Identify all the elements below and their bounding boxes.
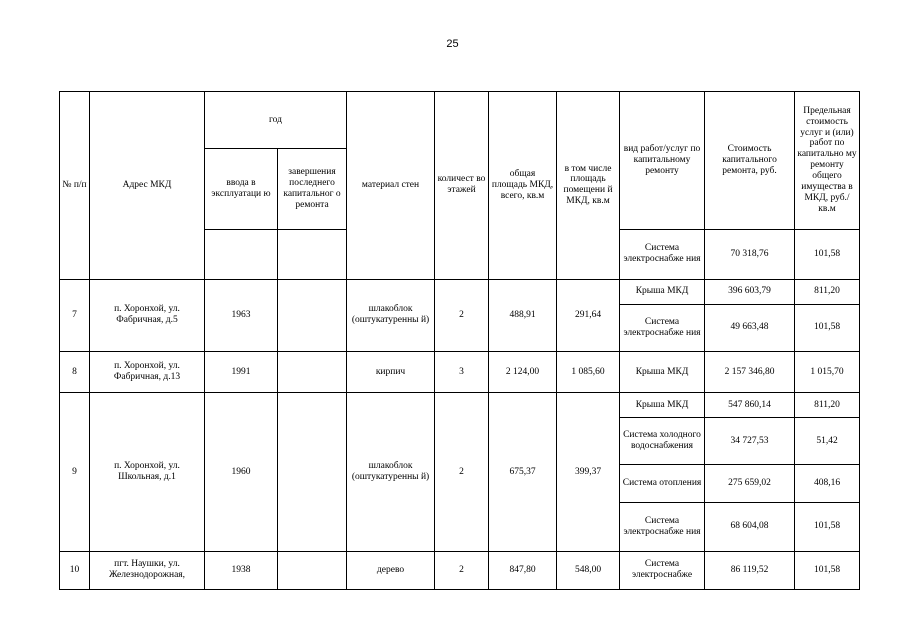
max-cost-cell: 101,58 (795, 304, 860, 351)
row-year-commission: 1963 (205, 279, 278, 351)
header-repair-cost: Стоимость капитального ремонта, руб. (705, 92, 795, 230)
work-type-cell: Система электроснабже ния (620, 304, 705, 351)
row-year-last-repair (278, 393, 347, 552)
repair-cost-cell: 49 663,48 (705, 304, 795, 351)
max-cost-cell: 101,58 (795, 229, 860, 279)
row-premises-area: 548,00 (557, 551, 620, 589)
row-floors: 3 (435, 352, 489, 393)
header-address: Адрес МКД (90, 92, 205, 280)
max-cost-cell: 101,58 (795, 551, 860, 589)
header-work-type: вид работ/услуг по капитальному ремонту (620, 92, 705, 230)
page-number: 25 (446, 38, 459, 50)
header-wall-material: материал стен (347, 92, 435, 280)
work-type-cell: Система электроснабже (620, 551, 705, 589)
repair-cost-cell: 2 157 346,80 (705, 352, 795, 393)
row-year-commission: 1991 (205, 352, 278, 393)
header-total-area: общая площадь МКД, всего, кв.м (489, 92, 557, 280)
row-num: 7 (60, 279, 90, 351)
table-row (60, 393, 860, 418)
max-cost-cell: 1 015,70 (795, 352, 860, 393)
table-row (60, 352, 860, 393)
row-wall-material: дерево (347, 551, 435, 589)
row-num: 10 (60, 551, 90, 589)
repair-cost-cell: 547 860,14 (705, 393, 795, 418)
row-premises-area: 291,64 (557, 279, 620, 351)
work-type-cell: Крыша МКД (620, 352, 705, 393)
row-total-area: 2 124,00 (489, 352, 557, 393)
row-address: пгт. Наушки, ул. Железнодорожная, (90, 551, 205, 589)
repair-cost-cell: 68 604,08 (705, 502, 795, 551)
repair-cost-cell: 34 727,53 (705, 418, 795, 465)
row-year-commission: 1960 (205, 393, 278, 552)
row-address: п. Хоронхой, ул. Фабричная, д.13 (90, 352, 205, 393)
row-floors: 2 (435, 393, 489, 552)
repair-cost-cell: 86 119,52 (705, 551, 795, 589)
work-type-cell: Система электроснабже ния (620, 502, 705, 551)
row-year-last-repair (278, 551, 347, 589)
row-address: п. Хоронхой, ул. Фабричная, д.5 (90, 279, 205, 351)
row-address: п. Хоронхой, ул. Школьная, д.1 (90, 393, 205, 552)
work-type-cell: Система холодного водоснабжения (620, 418, 705, 465)
repair-registry-table (59, 91, 860, 590)
row-num: 9 (60, 393, 90, 552)
header-floors: количест во этажей (435, 92, 489, 280)
header-num: № п/п (60, 92, 90, 280)
row-year-commission: 1938 (205, 551, 278, 589)
row-year-last-repair (278, 279, 347, 351)
max-cost-cell: 811,20 (795, 279, 860, 304)
row-wall-material: кирпич (347, 352, 435, 393)
header-year-commission: ввода в эксплуатаци ю (205, 149, 278, 229)
table-row (60, 279, 860, 304)
work-type-cell: Крыша МКД (620, 279, 705, 304)
row-floors: 2 (435, 551, 489, 589)
row-premises-area: 399,37 (557, 393, 620, 552)
work-type-cell: Крыша МКД (620, 393, 705, 418)
repair-cost-cell: 396 603,79 (705, 279, 795, 304)
table-row (60, 551, 860, 589)
row-total-area: 488,91 (489, 279, 557, 351)
header-year-last-repair-blank (278, 229, 347, 279)
work-type-cell: Система отопления (620, 465, 705, 502)
row-wall-material: шлакоблок (оштукатуренны й) (347, 393, 435, 552)
row-total-area: 675,37 (489, 393, 557, 552)
work-type-cell: Система электроснабже ния (620, 229, 705, 279)
header-year-commission-blank (205, 229, 278, 279)
header-year: год (205, 92, 347, 149)
row-total-area: 847,80 (489, 551, 557, 589)
max-cost-cell: 51,42 (795, 418, 860, 465)
max-cost-cell: 811,20 (795, 393, 860, 418)
row-year-last-repair (278, 352, 347, 393)
row-premises-area: 1 085,60 (557, 352, 620, 393)
row-num: 8 (60, 352, 90, 393)
header-max-cost: Предельная стоимость услуг и (или) работ по капитально му ремонту общего имущества в МКД, руб./кв.м (795, 92, 860, 230)
repair-cost-cell: 275 659,02 (705, 465, 795, 502)
max-cost-cell: 101,58 (795, 502, 860, 551)
header-premises-area: в том числе площадь помещени й МКД, кв.м (557, 92, 620, 280)
row-wall-material: шлакоблок (оштукатуренны й) (347, 279, 435, 351)
header-year-last-repair: завершения последнего капитальног о ремонта (278, 149, 347, 229)
row-floors: 2 (435, 279, 489, 351)
max-cost-cell: 408,16 (795, 465, 860, 502)
repair-cost-cell: 70 318,76 (705, 229, 795, 279)
